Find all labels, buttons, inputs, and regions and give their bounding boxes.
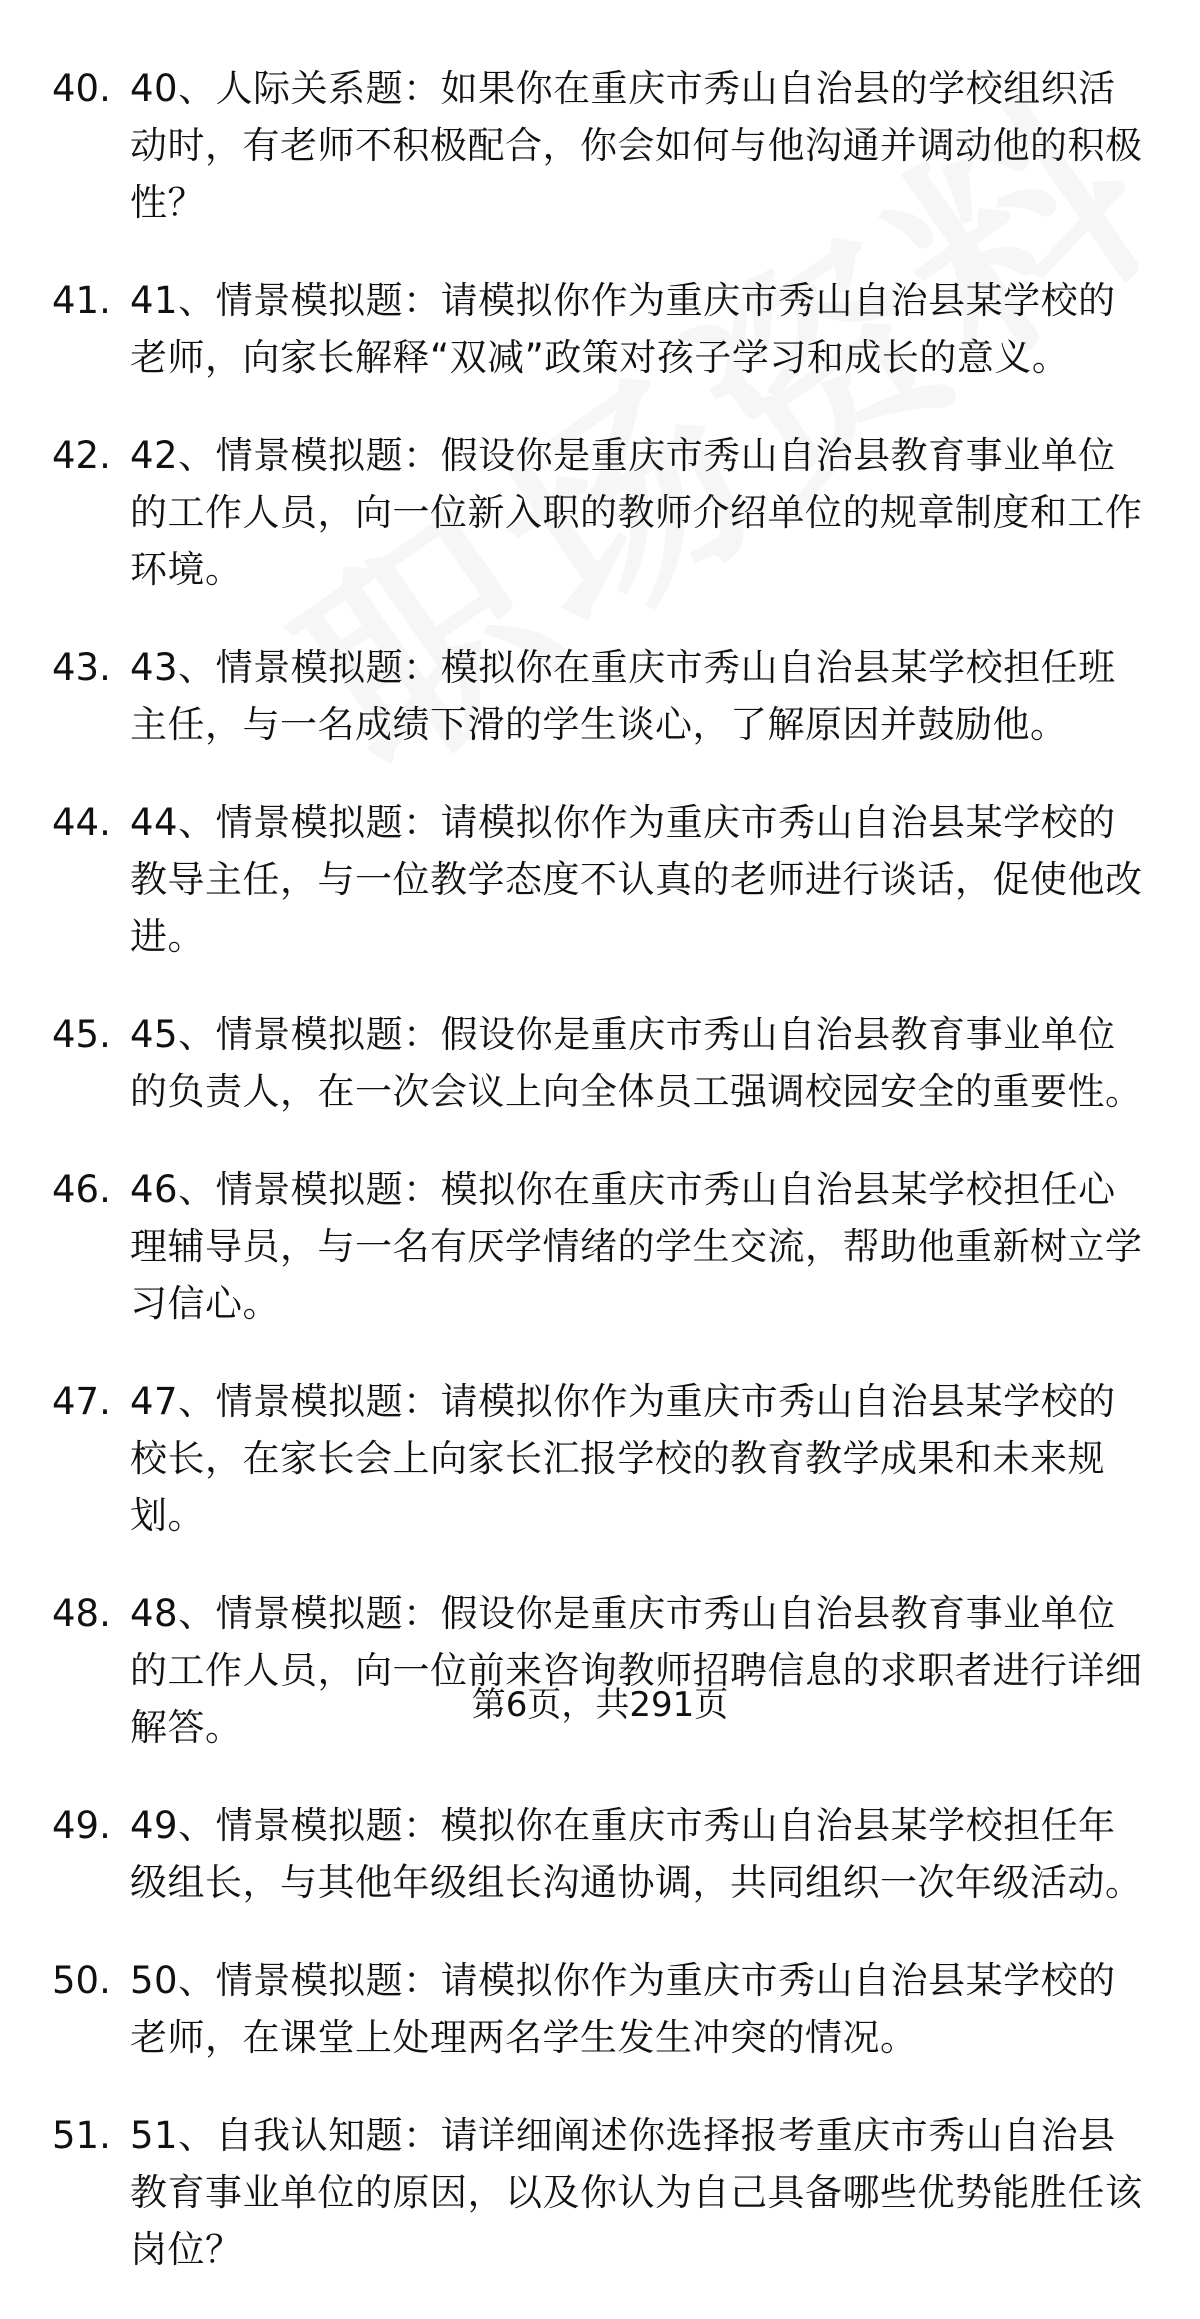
item-text: 47、情景模拟题：请模拟你作为重庆市秀山自治县某学校的校长，在家长会上向家长汇报学校的教育教学成果和未来规划。 xyxy=(130,1380,1116,1537)
list-item xyxy=(0,1006,1200,1120)
item-text: 44、情景模拟题：请模拟你作为重庆市秀山自治县某学校的教导主任，与一位教学态度不认真的老师进行谈话，促使他改进。 xyxy=(130,801,1143,958)
item-number: 42. xyxy=(52,434,111,477)
item-text: 49、情景模拟题：模拟你在重庆市秀山自治县某学校担任年级组长，与其他年级组长沟通协调，共同组织一次年级活动。 xyxy=(130,1804,1143,1904)
list-item xyxy=(0,1585,1200,1756)
item-number: 46. xyxy=(52,1168,111,1211)
item-number: 41. xyxy=(52,279,111,322)
item-text: 51、自我认知题：请详细阐述你选择报考重庆市秀山自治县教育事业单位的原因，以及你认为自己具备哪些优势能胜任该岗位？ xyxy=(130,2114,1143,2271)
item-number: 44. xyxy=(52,801,111,844)
item-number: 47. xyxy=(52,1380,111,1423)
list-item xyxy=(0,1797,1200,1911)
item-number: 49. xyxy=(52,1804,111,1847)
item-text: 45、情景模拟题：假设你是重庆市秀山自治县教育事业单位的负责人，在一次会议上向全体员工强调校园安全的重要性。 xyxy=(130,1013,1143,1113)
item-text: 43、情景模拟题：模拟你在重庆市秀山自治县某学校担任班主任，与一名成绩下滑的学生谈心，了解原因并鼓励他。 xyxy=(130,646,1116,746)
item-number: 51. xyxy=(52,2114,111,2157)
item-text: 50、情景模拟题：请模拟你作为重庆市秀山自治县某学校的老师，在课堂上处理两名学生发生冲突的情况。 xyxy=(130,1959,1116,2059)
list-item xyxy=(0,60,1200,231)
list-item xyxy=(0,427,1200,598)
item-text: 41、情景模拟题：请模拟你作为重庆市秀山自治县某学校的老师，向家长解释“双减”政策对孩子学习和成长的意义。 xyxy=(130,279,1116,379)
item-text: 48、情景模拟题：假设你是重庆市秀山自治县教育事业单位的工作人员，向一位前来咨询教师招聘信息的求职者进行详细解答。 xyxy=(130,1592,1143,1749)
list-item xyxy=(0,272,1200,386)
item-number: 45. xyxy=(52,1013,111,1056)
item-text: 42、情景模拟题：假设你是重庆市秀山自治县教育事业单位的工作人员，向一位新入职的教师介绍单位的规章制度和工作环境。 xyxy=(130,434,1143,591)
item-number: 48. xyxy=(52,1592,111,1635)
list-item xyxy=(0,794,1200,965)
list-item xyxy=(0,1373,1200,1544)
list-item xyxy=(0,1952,1200,2066)
list-item xyxy=(0,2107,1200,2278)
item-number: 43. xyxy=(52,646,111,689)
item-number: 50. xyxy=(52,1959,111,2002)
item-text: 40、人际关系题：如果你在重庆市秀山自治县的学校组织活动时，有老师不积极配合，你会如何与他沟通并调动他的积极性？ xyxy=(130,67,1143,224)
item-text: 46、情景模拟题：模拟你在重庆市秀山自治县某学校担任心理辅导员，与一名有厌学情绪的学生交流，帮助他重新树立学习信心。 xyxy=(130,1168,1143,1325)
question-list xyxy=(0,60,1200,2319)
list-item xyxy=(0,639,1200,753)
list-item xyxy=(0,1161,1200,1332)
item-number: 40. xyxy=(52,67,111,110)
page-footer: 第6页，共291页 xyxy=(471,1685,729,1725)
